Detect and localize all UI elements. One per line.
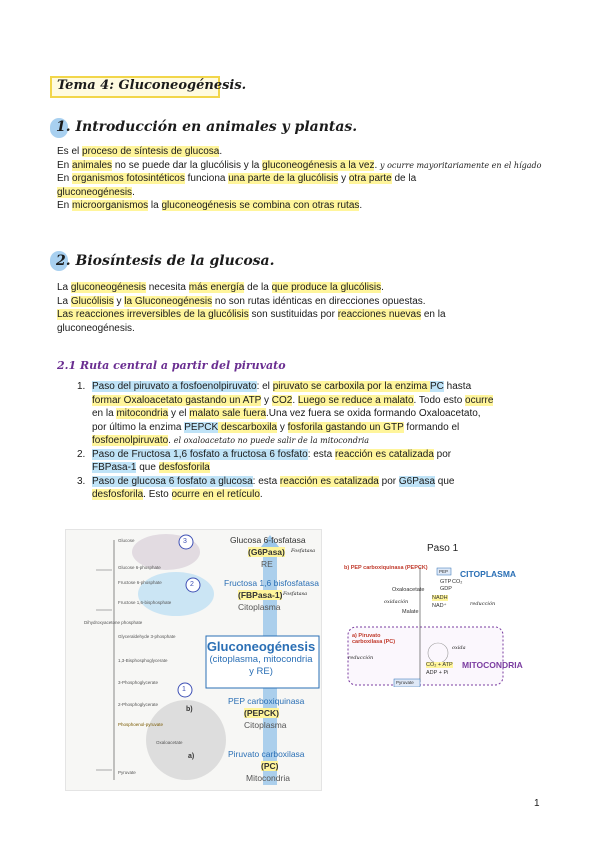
enzyme-pc-abbr: (PC) [261, 761, 279, 771]
s1-line-1: Es el proceso de síntesis de glucosa. [57, 146, 223, 157]
marker-b-label: b) [186, 706, 193, 713]
steps-list [77, 380, 547, 502]
metabolite-gtp: GTP [440, 579, 452, 585]
s1-line-5: En microorganismos la gluconeogénesis se combina con otras rutas. [57, 200, 363, 211]
s1-line-2: En animales no se puede dar la glucólisis y la gluconeogénesis a la vez. y ocurre mayoritariamente en el hígado [57, 159, 542, 171]
metabolite-pyruvate: Pyruvate [396, 680, 414, 685]
marker-3-label: 3 [183, 538, 187, 545]
mitochondria-label: MITOCONDRIA [462, 660, 523, 670]
marker-a-label: a) [188, 753, 195, 760]
metabolite-nadh: NADH [432, 595, 448, 601]
section-1-body [57, 145, 547, 213]
metabolite-label: Fructose 6-phosphate [118, 580, 162, 585]
metabolite-label: 1,3-Bisphosphoglycerate [118, 658, 168, 663]
page-title: Tema 4: Gluconeogénesis. [57, 78, 247, 93]
metabolite-malate: Malate [402, 609, 419, 615]
gluconeogenesis-figure [65, 529, 322, 791]
metabolite-co2-atp: CO₂ + ATP [426, 662, 453, 668]
section-2-title: 2. Biosíntesis de la glucosa. [56, 253, 275, 269]
metabolite-gdp: GDP [440, 586, 452, 592]
metabolite-label: Glyceraldehyde 3-phosphate [118, 634, 176, 639]
paso1-figure [340, 557, 540, 687]
handwritten-oxidacion: oxidación [384, 599, 409, 605]
s2-line-3: Las reacciones irreversibles de la glucólisis son sustituidas por reacciones nuevas en la [57, 309, 446, 320]
enzyme-fbpase-name: Fructosa 1,6 bisfosfatasa [224, 578, 319, 588]
s1-line-4: gluconeogénesis. [57, 186, 135, 198]
main-pathway-title: Gluconeogénesis [206, 639, 316, 654]
handwritten-fosfatasa-1: Fosfatasa [291, 548, 316, 554]
metabolite-co2: CO₂ [452, 579, 463, 585]
handwritten-reduccion-2: reducción [348, 655, 374, 661]
enzyme-pc-location: Mitocondria [246, 773, 290, 783]
list-item: 1. Paso del piruvato a fosfoenolpiruvato: el piruvato se carboxila por la enzima PC hasta formar Oxaloacetato gastando un ATP y CO2. Luego se reduce a malato. Todo esto ocurre en la mitocondria y el malato sale fuera.Una vez fuera se oxida formando Oxaloacetato, por último la enzima PEPCK descarboxila y fosforila gastando un GTP formando el fosfoenolpiruvato. el oxaloacetato no puede salir de la mitocondria [77, 381, 494, 446]
enzyme-pepck-name: PEP carboxiquinasa [228, 696, 305, 706]
s2-line-4: gluconeogénesis. [57, 322, 135, 334]
subsection-title: 2.1 Ruta central a partir del piruvato [57, 359, 286, 372]
metabolite-label: Fructose 1,6-bisphosphate [118, 600, 172, 605]
handwritten-note-mitochondria: el oxaloacetato no puede salir de la mitocondria [173, 436, 370, 445]
metabolite-label: Glucose 6-phosphate [118, 565, 161, 570]
handwritten-reduccion: reducción [470, 601, 496, 607]
pepck-label: b) PEP carboxiquinasa (PEPCK) [344, 565, 428, 571]
cytoplasm-label: CITOPLASMA [460, 569, 517, 579]
enzyme-pepck-abbr: (PEPCK) [244, 708, 279, 718]
handwritten-oxida: oxida [452, 645, 466, 651]
metabolite-nad: NAD⁺ [432, 603, 447, 609]
enzyme-fbpase-abbr: (FBPasa-1) [238, 590, 283, 600]
list-item: 3. Paso de glucosa 6 fosfato a glucosa: esta reacción es catalizada por G6Pasa que desfosforila. Esto ocurre en el retículo. [77, 475, 455, 500]
metabolite-oxaloacetate: Oxaloacetate [392, 587, 425, 593]
s2-line-2: La Glucólisis y la Gluconeogénesis no son rutas idénticas en direcciones opuestas. [57, 295, 426, 307]
figure-2-title: Paso 1 [427, 543, 459, 554]
metabolite-label: Phosphoenol-pyruvate [118, 722, 164, 727]
metabolite-pep: PEP [439, 569, 449, 574]
s2-line-1: La gluconeogénesis necesita más energía de la que produce la glucólisis. [57, 282, 384, 293]
enzyme-pepck-location: Citoplasma [244, 720, 287, 730]
enzyme-fbpase-location: Citoplasma [238, 602, 281, 612]
metabolite-label: 2-Phosphoglycerate [118, 702, 159, 707]
s1-line-3: En organismos fotosintéticos funciona una parte de la glucólisis y otra parte de la [57, 173, 417, 184]
metabolite-label: Oxaloacetate [156, 740, 183, 745]
enzyme-g6pase-location: RE [261, 559, 273, 569]
section-2-body [57, 281, 547, 335]
enzyme-pc-name: Piruvato carboxilasa [228, 749, 305, 759]
main-pathway-label [206, 639, 316, 678]
pc-label: a) Piruvato carboxilasa (PC) [352, 633, 396, 645]
metabolite-label: 3-Phosphoglycerate [118, 680, 159, 685]
list-item: 2. Paso de Fructosa 1,6 fosfato a fructosa 6 fosfato: esta reacción es catalizada por FBPasa-1 que desfosforila [77, 448, 452, 473]
metabolite-label: Pyruvate [118, 770, 136, 775]
enzyme-g6pase-abbr: (G6Pasa) [248, 547, 285, 557]
marker-1-label: 1 [182, 686, 186, 693]
metabolite-label: Glucose [118, 538, 135, 543]
metabolite-label: Dihydroxyacetone phosphate [84, 620, 143, 625]
page-number: 1 [534, 798, 540, 809]
section-1-title: 1. Introducción en animales y plantas. [56, 119, 358, 135]
enzyme-g6pase-name: Glucosa 6-fosfatasa [230, 535, 306, 545]
handwritten-fosfatasa-2: Fosfatasa [283, 591, 308, 597]
handwritten-note-liver: y ocurre mayoritariamente en el hígado [380, 160, 542, 170]
fbpase-highlight [138, 572, 214, 616]
metabolite-adp-pi: ADP + Pi [426, 670, 449, 676]
main-pathway-subtitle: (citoplasma, mitocondria y RE) [209, 654, 313, 677]
marker-2-label: 2 [190, 581, 194, 588]
